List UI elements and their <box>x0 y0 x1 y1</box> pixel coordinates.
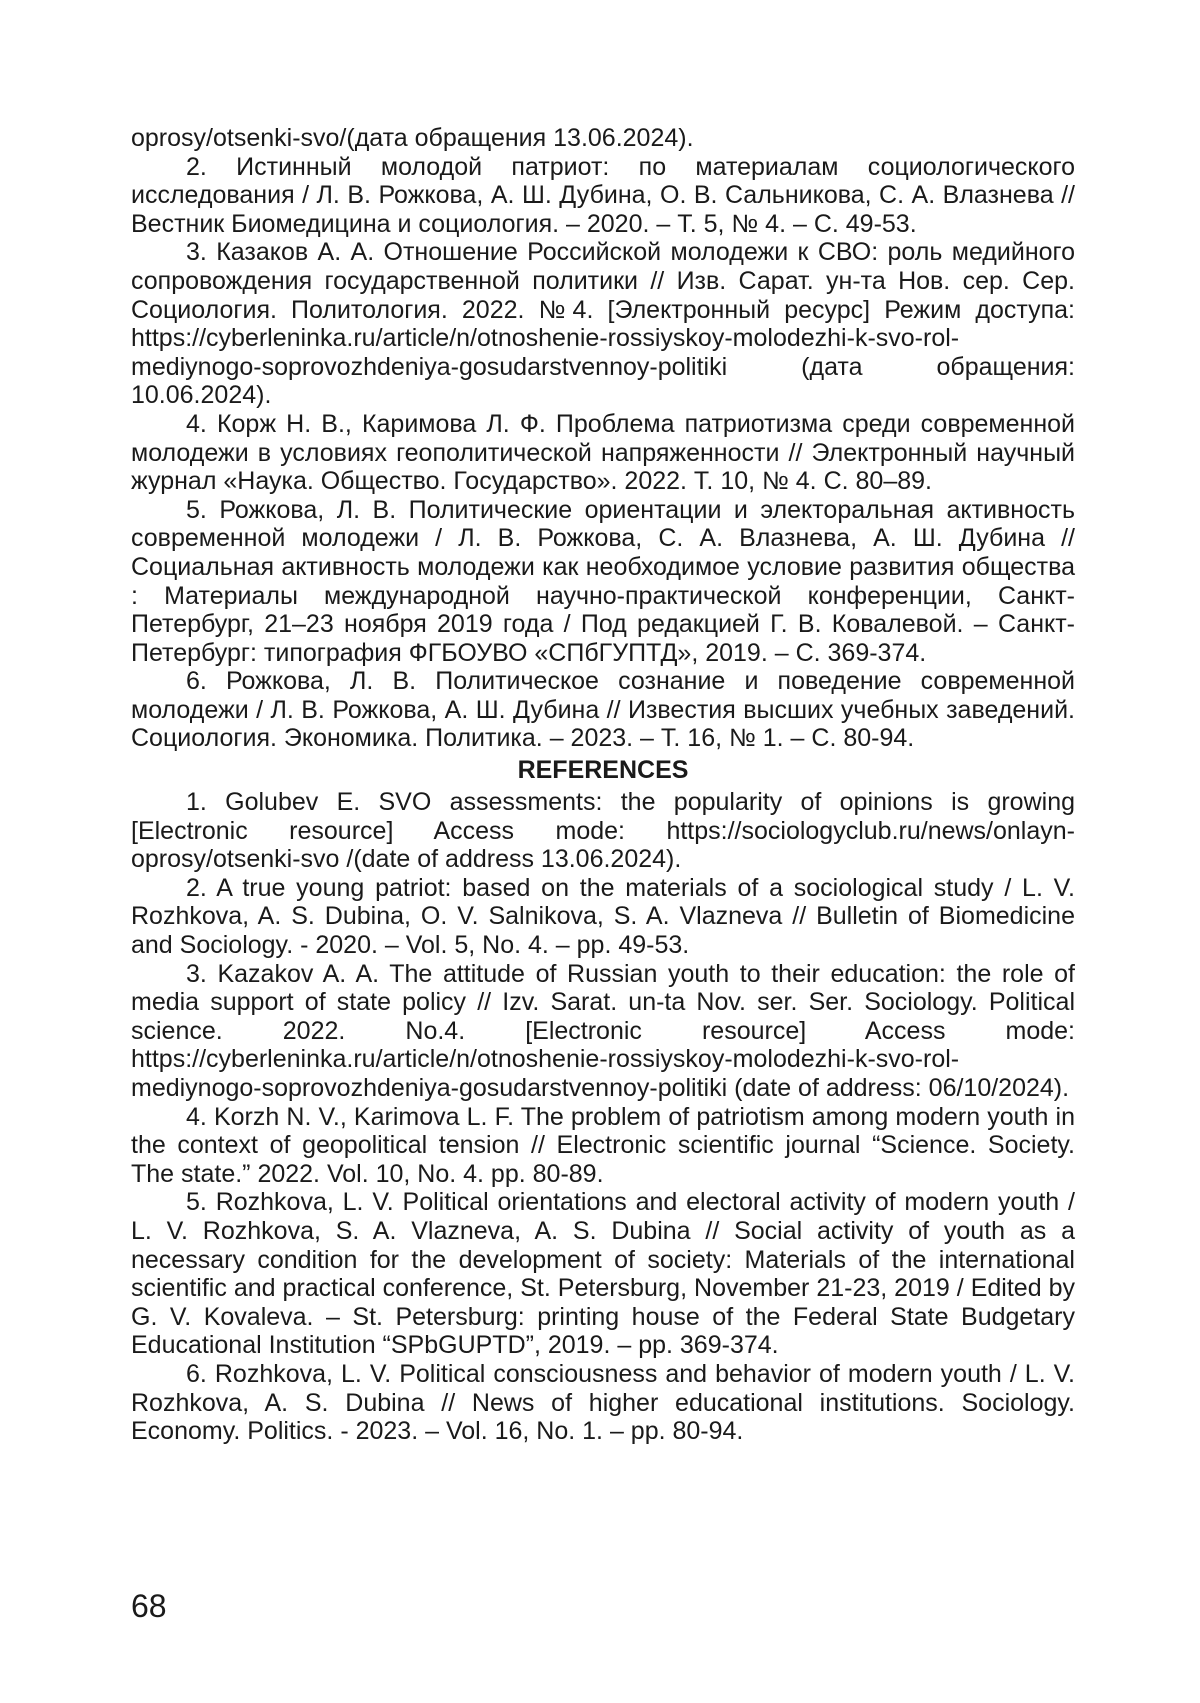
reference-continuation: oprosy/otsenki-svo/(дата обращения 13.06.2024). <box>131 124 694 152</box>
reference-ru-4: 4. Корж Н. В., Каримова Л. Ф. Проблема патриотизма среди современной молодежи в условиях геополитической напряженности // Электронный научный журнал «Наука. Общество. Государство». 2022. Т. 10, № 4. С. 80–89. <box>131 409 1075 496</box>
references-list-ru <box>131 153 1075 753</box>
reference-ru-5: 5. Рожкова, Л. В. Политические ориентации и электоральная активность современной молодежи / Л. В. Рожкова, С. А. Влазнева, А. Ш. Дубина // Социальная активность молодежи как необходимое условие развития общества : Материалы международной научно-практической конференции, Санкт-Петербург, 21–23 ноября 2019 года / Под редакцией Г. В. Ковалевой. – Санкт-Петербург: типография ФГБОУВО «СПбГУПТД», 2019. – С. 369-374. <box>131 495 1075 667</box>
reference-en-1: 1. Golubev E. SVO assessments: the popularity of opinions is growing [Electronic resource] Access mode: https://sociologyclub.ru/news/onlayn-oprosy/otsenki-svo /(date of address 13.06.2024). <box>131 788 1075 874</box>
reference-en-4: 4. Korzh N. V., Karimova L. F. The problem of patriotism among modern youth in the context of geopolitical tension // Electronic scientific journal “Science. Society. The state.” 2022. Vol. 10, No. 4. pp. 80-89. <box>131 1102 1075 1188</box>
reference-ru-2: 2. Истинный молодой патриот: по материалам социологического исследования / Л. В. Рожкова, А. Ш. Дубина, О. В. Сальникова, С. А. Влазнева // Вестник Биомедицина и социология. – 2020. – Т. 5, № 4. – С. 49-53. <box>131 152 1075 238</box>
reference-en-3: 3. Kazakov A. A. The attitude of Russian youth to their education: the role of media support of state policy // Izv. Sarat. un-ta Nov. ser. Ser. Sociology. Political science. 2022. No.4. [Electronic resource] Access mode: https://cyberleninka.ru/article/n/otnoshenie-rossiyskoy-molodezhi-k-svo-rol-mediynogo-soprovozhdeniya-gosudarstvennoy-politiki (date of address: 06/10/2024). <box>131 959 1075 1102</box>
references-heading: REFERENCES <box>517 756 689 785</box>
reference-en-5: 5. Rozhkova, L. V. Political orientations and electoral activity of modern youth / L. V. Rozhkova, S. A. Vlazneva, A. S. Dubina // Social activity of youth as a necessary condition for the development of society: Materials of the international scientific and practical conference, St. Petersburg, November 21-23, 2019 / Edited by G. V. Kovaleva. – St. Petersburg: printing house of the Federal State Budgetary Educational Institution “SPbGUPTD”, 2019. – pp. 369-374. <box>131 1188 1075 1360</box>
reference-en-6: 6. Rozhkova, L. V. Political consciousness and behavior of modern youth / L. V. Rozhkova, A. S. Dubina // News of higher educational institutions. Sociology. Economy. Politics. - 2023. – Vol. 16, No. 1. – pp. 80-94. <box>131 1359 1075 1446</box>
reference-ru-3: 3. Казаков А. А. Отношение Российской молодежи к СВО: роль медийного сопровождения государственной политики // Изв. Сарат. ун-та Нов. сер. Сер. Социология. Политология. 2022. №4. [Электронный ресурс] Режим доступа: https://cyberleninka.ru/article/n/otnoshenie-rossiyskoy-molodezhi-k-svo-rol-mediynogo-soprovozhdeniya-gosudarstvennoy-politiki (дата обращения: 10.06.2024). <box>131 238 1075 410</box>
references-list-en <box>131 788 1075 1446</box>
reference-en-2: 2. A true young patriot: based on the materials of a sociological study / L. V. Rozhkova, A. S. Dubina, O. V. Salnikova, S. A. Vlazneva // Bulletin of Biomedicine and Sociology. - 2020. – Vol. 5, No. 4. – pp. 49-53. <box>131 873 1075 960</box>
document-page <box>131 124 1075 1446</box>
page-number: 68 <box>131 1588 167 1624</box>
reference-ru-6: 6. Рожкова, Л. В. Политическое сознание и поведение современной молодежи / Л. В. Рожкова, А. Ш. Дубина // Известия высших учебных заведений. Социология. Экономика. Политика. – 2023. – Т. 16, № 1. – С. 80-94. <box>131 667 1075 753</box>
